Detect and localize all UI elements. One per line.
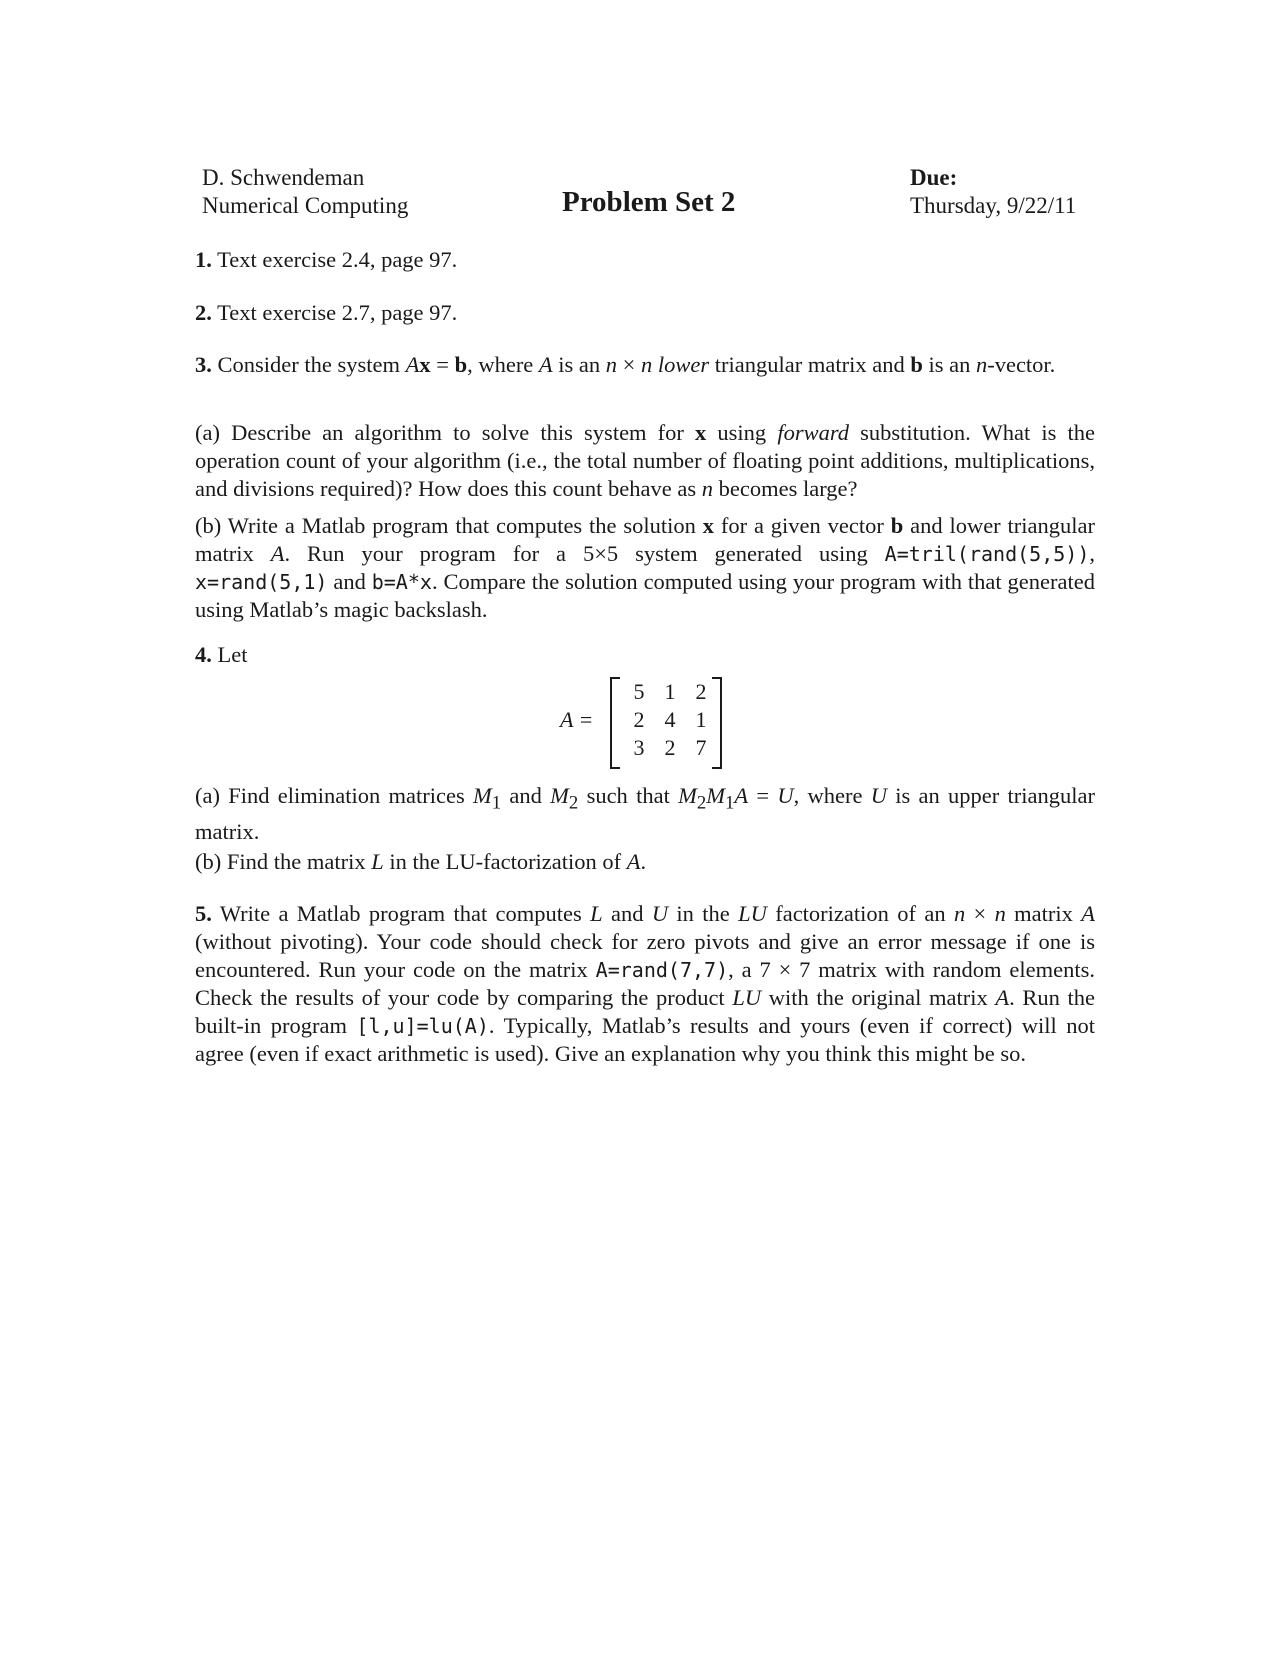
- problem-3a: (a) Describe an algorithm to solve this system for x using forward substitution. What is the operation count of your algorithm (i.e., the total number of floating point additions, multiplications, and divisions required)? How does this count behave as n becomes large?: [195, 420, 1095, 501]
- author-name: D. Schwendeman: [202, 165, 365, 190]
- problem-4-intro: Let: [217, 642, 248, 667]
- matrix-cell: 2: [633, 707, 645, 732]
- problem-4: [195, 641, 1095, 669]
- problem-1: [195, 246, 1095, 274]
- problem-1-text: Text exercise 2.4, page 97.: [217, 247, 458, 272]
- matrix-grid: [624, 679, 716, 763]
- matrix-cell: 2: [695, 679, 707, 704]
- problem-5-number: 5.: [195, 901, 212, 926]
- problem-3: 3. Consider the system Ax = b, where A is an n × n lower triangular matrix and b is an n-vector.: [195, 352, 1056, 377]
- problem-2-number: 2.: [195, 300, 212, 325]
- matrix-cell: 2: [664, 735, 676, 760]
- matrix-label: A =: [560, 707, 594, 732]
- matrix-cell: 1: [664, 679, 676, 704]
- problem-4a: (a) Find elimination matrices $M_1$ and $M_2$ such that $M_2M_1A = U$, where U is an upper triangular matrix.: [195, 783, 1095, 844]
- matrix-cell: 4: [664, 707, 676, 732]
- due-date: Thursday, 9/22/11: [910, 193, 1077, 218]
- matrix-right-bracket: [712, 677, 722, 769]
- matrix-cell: 1: [695, 707, 707, 732]
- code-bax: b=A*x: [371, 570, 432, 594]
- course-name: Numerical Computing: [202, 193, 409, 218]
- problem-1-number: 1.: [195, 247, 212, 272]
- problem-2-text: Text exercise 2.7, page 97.: [217, 300, 458, 325]
- problem-4b: (b) Find the matrix L in the LU-factorization of A.: [195, 849, 647, 874]
- header-right: [910, 164, 1076, 220]
- matrix-left-bracket: [610, 677, 620, 769]
- problem-4-number: 4.: [195, 642, 212, 667]
- code-lu: [l,u]=lu(A): [356, 1014, 489, 1038]
- page-title: Problem Set 2: [562, 186, 736, 218]
- problem-5: 5. Write a Matlab program that computes L and U in the LU factorization of an n × n matrix A (without pivoting). Your code should check for zero pivots and give an error message if one is encountered. Run your code on the matrix A=rand(7,7), a 7 × 7 matrix with random elements. Check the results of your code by comparing the product LU with the original matrix A. Run the built-in program [l,u]=lu(A). Typically, Matlab’s results and yours (even if correct) will not agree (even if exact arithmetic is used). Give an explanation why you think this might be so.: [195, 901, 1096, 1066]
- matrix-cell: 7: [695, 735, 707, 760]
- code-tril: A=tril(rand(5,5)): [884, 542, 1090, 566]
- header-left: [202, 164, 408, 220]
- code-arand: A=rand(7,7): [595, 958, 729, 982]
- due-label: Due:: [910, 165, 958, 190]
- matrix-cell: 3: [633, 735, 645, 760]
- code-xrand: x=rand(5,1): [195, 570, 328, 594]
- problem-3-number: 3.: [195, 352, 212, 377]
- matrix-cell: 5: [633, 679, 645, 704]
- problem-2: [195, 299, 1095, 327]
- problem-3b: (b) Write a Matlab program that computes the solution x for a given vector b and lower triangular matrix A. Run your program for a 5×5 system generated using A=tril(rand(5,5)), x=rand(5,1) and b=A*x. Compare the solution computed using your program with that generated using Matlab’s magic backslash.: [195, 513, 1095, 622]
